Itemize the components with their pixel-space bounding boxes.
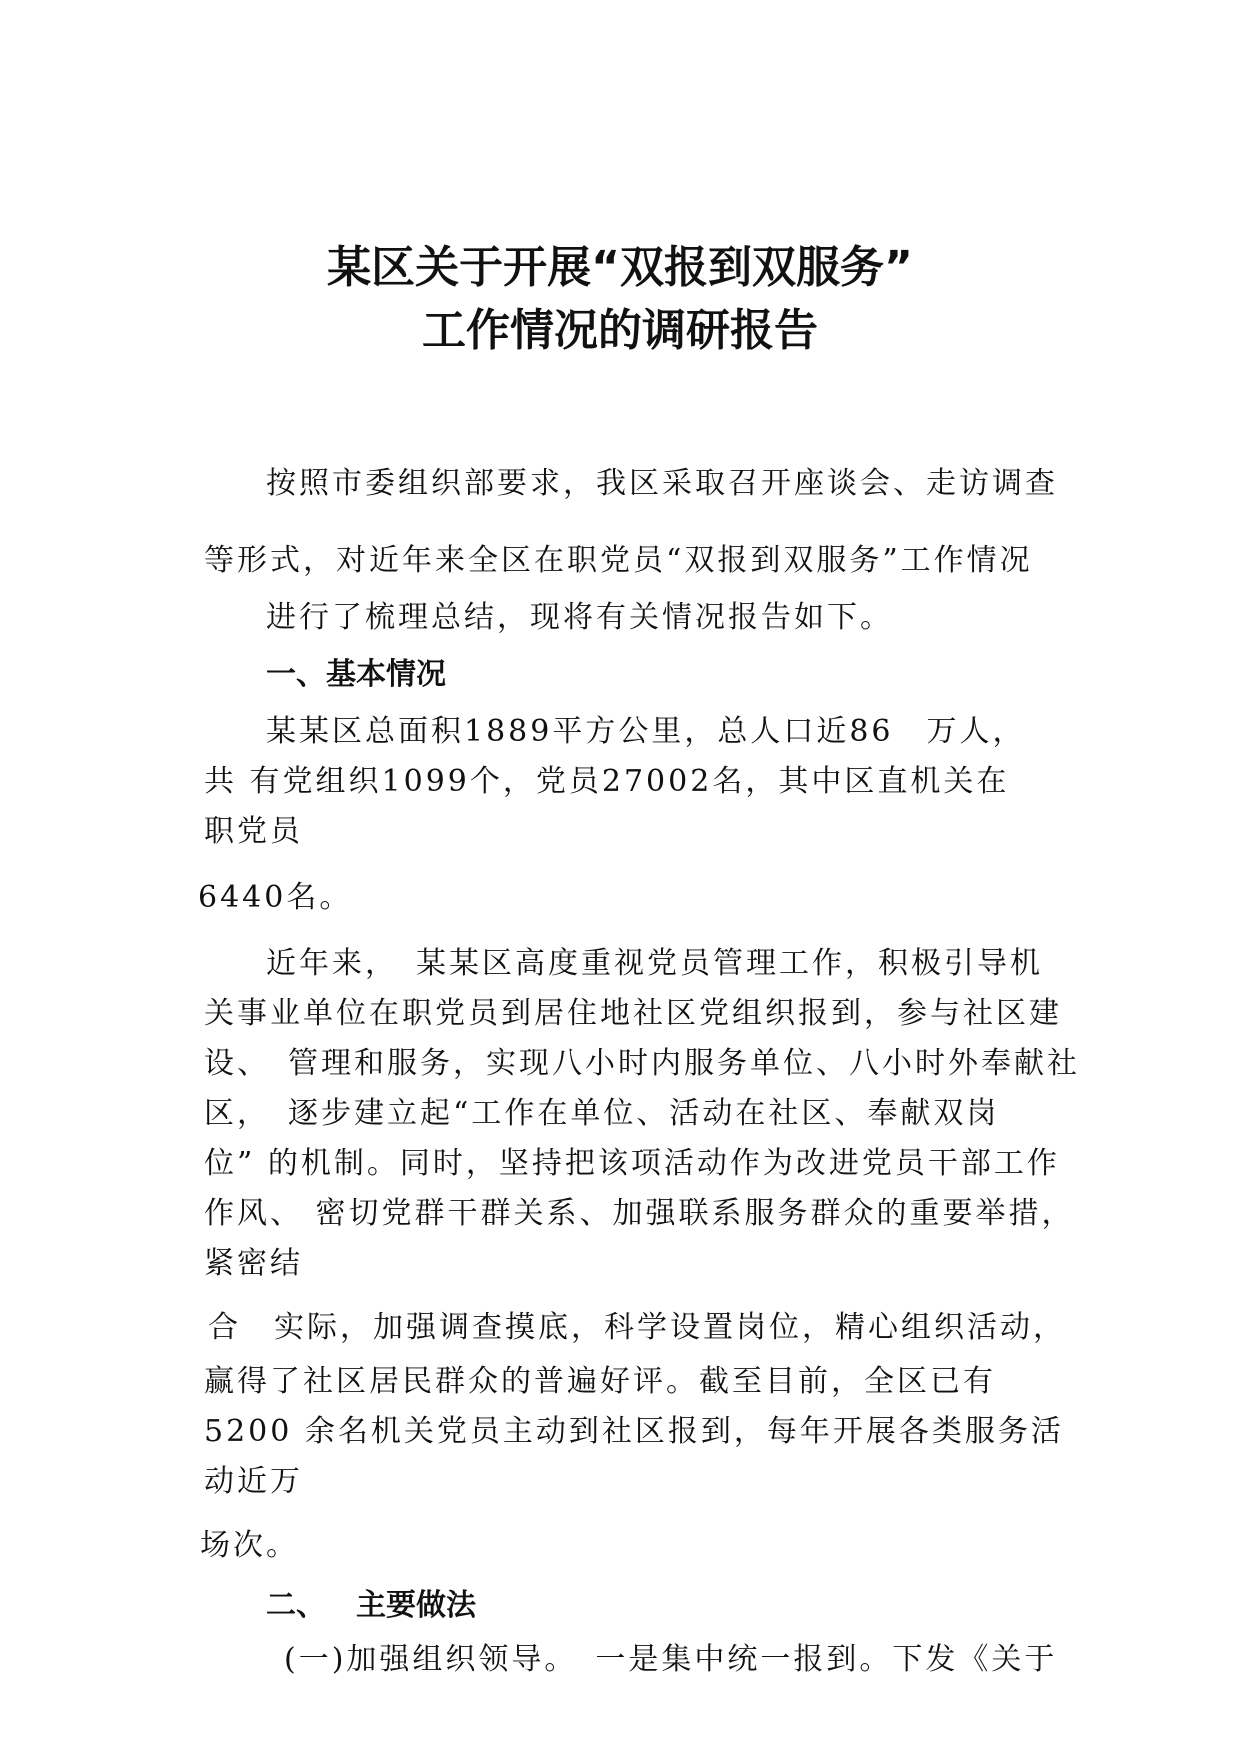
- paragraph-line: 场次。: [200, 1528, 299, 1563]
- paragraph-line: 动近万: [204, 1464, 303, 1499]
- paragraph-line: (一)加强组织领导。 一是集中统一报到。下发《关于: [284, 1642, 1058, 1677]
- intro-line: 等形式，对近年来全区在职党员“双报到双服务”工作情况: [204, 543, 1033, 578]
- intro-line: 按照市委组织部要求，我区采取召开座谈会、走访调查: [266, 466, 1058, 501]
- paragraph-line: 6440名。: [198, 880, 353, 915]
- section-2-heading-text: 主要做法: [356, 1588, 476, 1623]
- title-line-2: 工作情况的调研报告: [422, 305, 818, 356]
- paragraph-line: 某某区总面积1889平方公里，总人口近86 万人，: [266, 714, 1026, 749]
- paragraph-line: 作风、 密切党群干群关系、加强联系服务群众的重要举措，: [204, 1196, 1075, 1231]
- intro-line: 进行了梳理总结，现将有关情况报告如下。: [266, 600, 893, 635]
- paragraph-line: 区， 逐步建立起“工作在单位、活动在社区、奉献双岗: [204, 1096, 1000, 1131]
- paragraph-line: 位” 的机制。同时，坚持把该项活动作为改进党员干部工作: [204, 1146, 1060, 1181]
- paragraph-line: 近年来， 某某区高度重视党员管理工作，积极引导机: [266, 946, 1043, 981]
- paragraph-line: 设、 管理和服务，实现八小时内服务单位、八小时外奉献社: [204, 1046, 1080, 1081]
- title-line-1: 某区关于开展“双报到双服务”: [327, 242, 913, 293]
- section-1-heading: 一、基本情况: [266, 657, 446, 692]
- paragraph-line: 关事业单位在职党员到居住地社区党组织报到，参与社区建: [204, 996, 1062, 1031]
- paragraph-line: 职党员: [204, 814, 303, 849]
- paragraph-line: 赢得了社区居民群众的普遍好评。截至目前，全区已有: [204, 1364, 996, 1399]
- paragraph-line: 5200 余名机关党员主动到社区报到，每年开展各类服务活: [204, 1414, 1064, 1449]
- paragraph-line: 合 实际，加强调查摸底，科学设置岗位，精心组织活动，: [208, 1310, 1066, 1345]
- section-2-heading-number: 二、: [266, 1588, 326, 1623]
- paragraph-line: 共 有党组织1099个，党员27002名，其中区直机关在: [204, 764, 1010, 799]
- paragraph-line: 紧密结: [204, 1246, 303, 1281]
